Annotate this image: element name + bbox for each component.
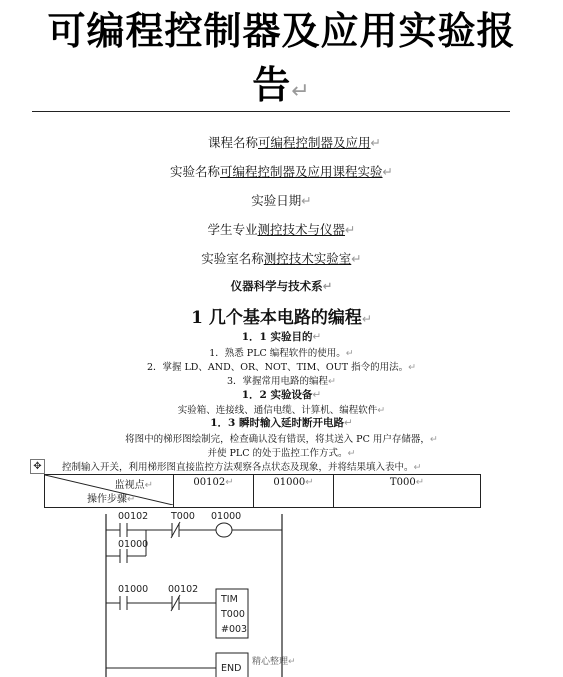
label-01000-parallel: 01000: [118, 539, 149, 550]
label-00102-row2: 00102: [168, 584, 199, 595]
report-title-line1: 可编程控制器及应用实验报: [47, 9, 516, 53]
purpose-heading: 1．1 实验目的↵: [241, 331, 322, 343]
experiment-name-line: 实验名称可编程控制器及应用课程实验↵: [169, 164, 393, 179]
label-T000: T000: [171, 511, 195, 522]
paragraph-mark-icon: ↵: [291, 79, 311, 104]
experiment-date-line: 实验日期↵: [251, 193, 312, 208]
subsection-text-3: 控制输入开关，利用梯形图直接监控方法观察各点状态及现象，并将结果填入表中。↵: [62, 462, 422, 473]
department-line: 仪器科学与技术系↵: [230, 279, 333, 293]
course-name-line: 课程名称可编程控制器及应用↵: [207, 135, 381, 150]
purpose-item-2: 2．掌握 LD、AND、OR、NOT、TIM、OUT 指令的用法。↵: [146, 362, 417, 373]
subsection-heading: 1．3 瞬时输入延时断开电路↵: [210, 417, 353, 429]
equipment-text: 实验箱、连接线、通信电缆、计算机、编程软件↵: [177, 405, 386, 416]
lab-name-line: 实验室名称测控技术实验室↵: [201, 251, 362, 266]
rung-2: [106, 584, 248, 638]
section-heading: 1 几个基本电路的编程↵: [191, 308, 372, 328]
subsection-text-2: 并使 PLC 的处于监控工作方式。↵: [207, 448, 356, 459]
coil-01000: [216, 523, 232, 537]
corner-bottom-label: 操作步骤↵: [87, 494, 136, 505]
timer-setting: #003: [221, 624, 248, 635]
student-major-line: 学生专业测控技术与仪器↵: [207, 222, 356, 237]
table-header-00102: 00102↵: [174, 475, 254, 508]
label-01000-row2: 01000: [118, 584, 149, 595]
report-title-line2: 告↵: [252, 63, 311, 107]
timer-label: TIM: [221, 594, 238, 605]
corner-top-label: 监视点↵: [114, 480, 153, 491]
table-header-01000: 01000↵: [254, 475, 334, 508]
end-rung: [106, 653, 248, 677]
purpose-item-3: 3．掌握常用电路的编程↵: [226, 376, 336, 387]
subsection-text-1: 将图中的梯形图绘制完，检查确认没有错误，将其送入 PC 用户存储器，↵: [125, 434, 438, 445]
page-footer: 精心整理↵: [252, 657, 296, 667]
table-move-handle-icon[interactable]: ✥: [30, 459, 45, 474]
purpose-item-1: 1．熟悉 PLC 编程软件的使用。↵: [209, 348, 354, 359]
end-label: END: [221, 663, 242, 674]
label-coil-01000: 01000: [211, 511, 242, 522]
rung-1: [106, 511, 282, 538]
equipment-heading: 1．2 实验设备↵: [241, 389, 322, 401]
table-header-T000: T000↵: [334, 475, 481, 508]
timer-number: T000: [221, 609, 245, 620]
label-00102: 00102: [118, 511, 149, 522]
